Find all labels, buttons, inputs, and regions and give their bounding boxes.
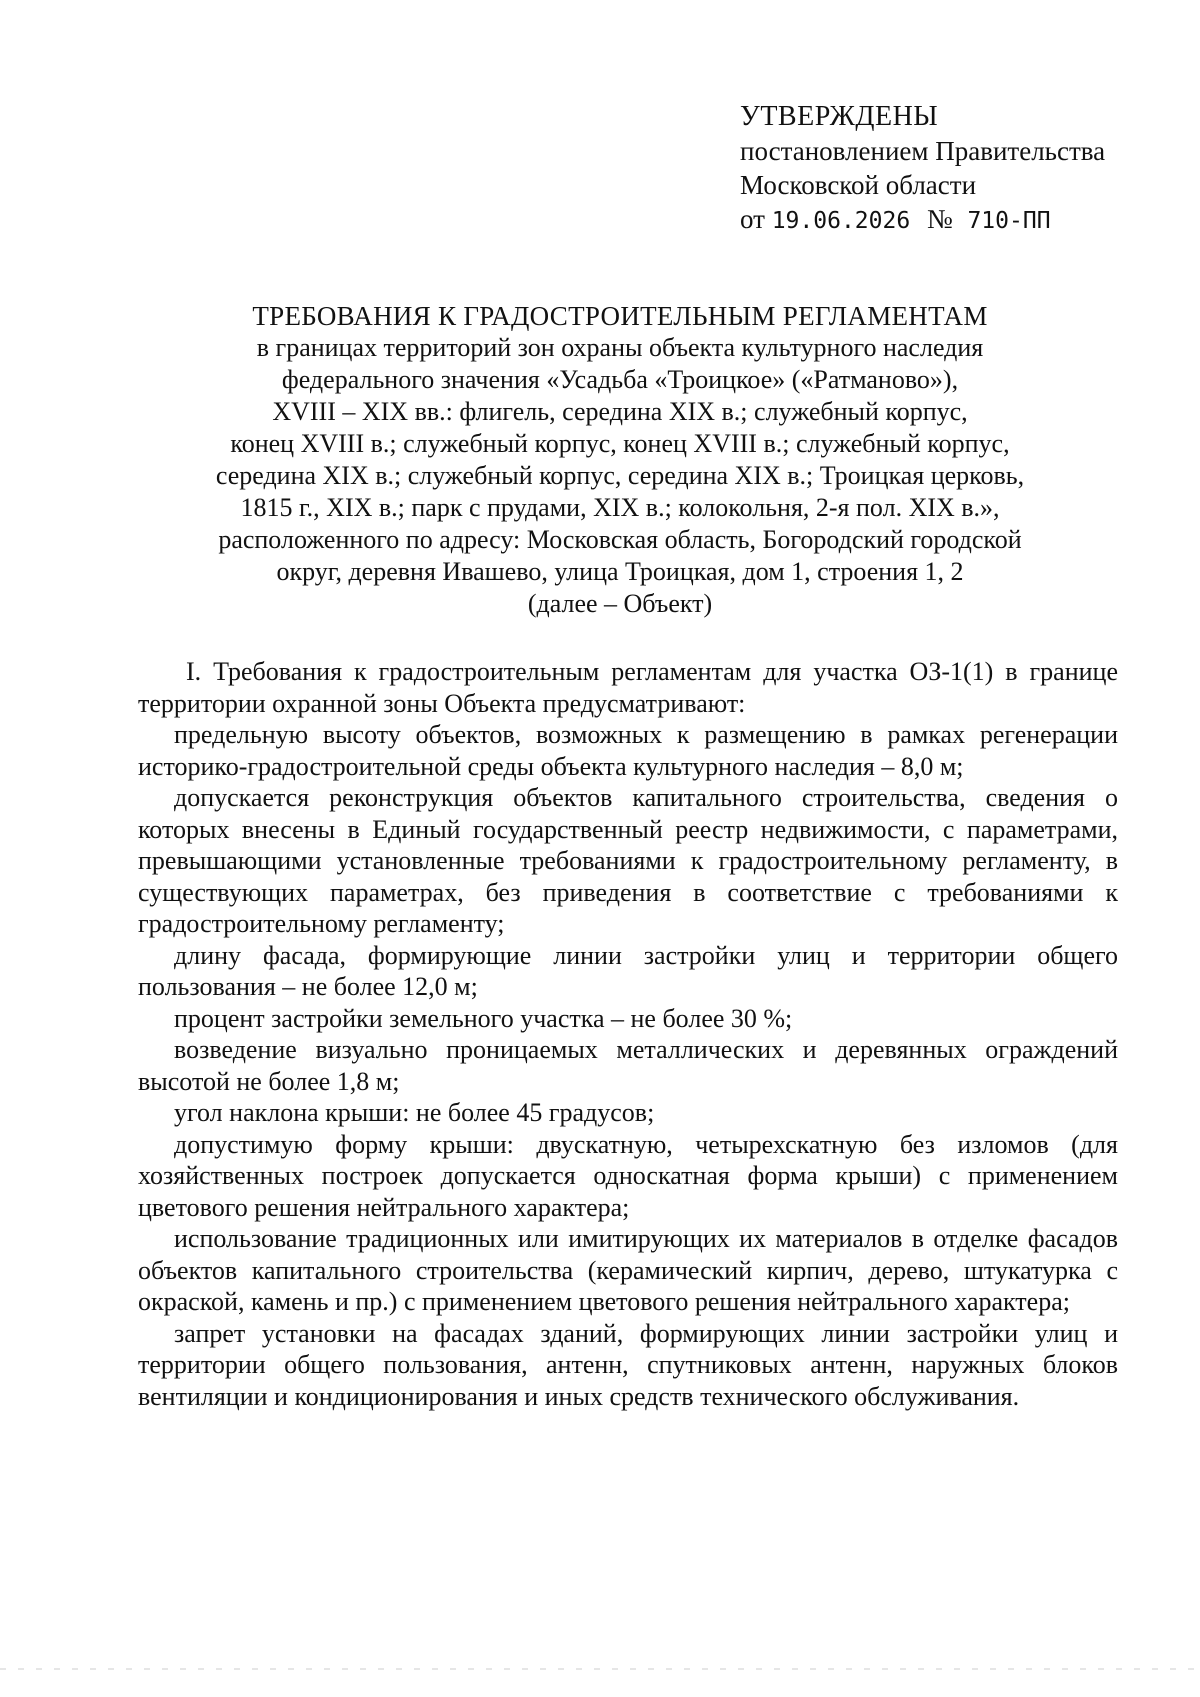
document-title bbox=[150, 300, 1090, 620]
document-body bbox=[138, 656, 1118, 1412]
title-line: расположенного по адресу: Московская область, Богородский городской bbox=[218, 525, 1022, 554]
requirement-item: допускается реконструкция объектов капитального строительства, сведения о которых внесены в Единый государственный реестр недвижимости, с параметрами, превышающими установленные требованиями к градостроительному регламенту, в существующих параметрах, без приведения в соответствие с требованиями к градостроительному регламенту; bbox=[138, 783, 1118, 938]
title-line: федерального значения «Усадьба «Троицкое» («Ратманово»), bbox=[281, 365, 959, 394]
title-line: округ, деревня Ивашево, улица Троицкая, дом 1, строения 1, 2 bbox=[276, 557, 964, 586]
title-line: в границах территорий зон охраны объекта культурного наследия bbox=[256, 333, 984, 362]
requirement-item: запрет установки на фасадах зданий, формирующих линии застройки улиц и территории общего пользования, антенн, спутниковых антенн, наружных блоков вентиляции и кондиционирования и иных средств технического обслуживания. bbox=[138, 1318, 1118, 1411]
section-intro: I. Требования к градостроительным регламентам для участка ОЗ-1(1) в границе территории охранной зоны Объекта предусматривают: bbox=[138, 657, 1118, 718]
date-prefix: от bbox=[740, 204, 765, 234]
title-line: (далее – Объект) bbox=[527, 589, 713, 618]
requirement-item: предельную высоту объектов, возможных к размещению в рамках регенерации историко-градостроительной среды объекта культурного наследия – 8,0 м; bbox=[138, 720, 1118, 781]
requirement-item: допустимую форму крыши: двускатную, четырехскатную без изломов (для хозяйственных построек допускается односкатная форма крыши) с применением цветового решения нейтрального характера; bbox=[138, 1129, 1118, 1222]
title-line: конец XVIII в.; служебный корпус, конец XVIII в.; служебный корпус, bbox=[230, 429, 1010, 458]
requirement-item: угол наклона крыши: не более 45 градусов; bbox=[174, 1098, 655, 1127]
requirement-item: возведение визуально проницаемых металлических и деревянных ограждений высотой не более 1,8 м; bbox=[138, 1035, 1118, 1096]
scan-artifact-line bbox=[0, 1668, 1200, 1670]
title-line: 1815 г., XIX в.; парк с прудами, XIX в.; колокольня, 2-я пол. XIX в.», bbox=[240, 493, 1000, 522]
title-line: XVIII – XIX вв.: флигель, середина XIX в.; служебный корпус, bbox=[272, 397, 968, 426]
requirement-item: процент застройки земельного участка – не более 30 %; bbox=[174, 1003, 793, 1033]
approval-stamp: УТВЕРЖДЕНЫ bbox=[740, 101, 939, 132]
title-line: середина XIX в.; служебный корпус, середина XIX в.; Троицкая церковь, bbox=[215, 461, 1025, 490]
requirement-item: длину фасада, формирующие линии застройки улиц и территории общего пользования – не более 12,0 м; bbox=[138, 940, 1118, 1001]
approval-number: 710-ПП bbox=[967, 208, 1051, 234]
title-heading: ТРЕБОВАНИЯ К ГРАДОСТРОИТЕЛЬНЫМ РЕГЛАМЕНТАМ bbox=[252, 301, 988, 331]
number-sign: № bbox=[926, 204, 953, 234]
approval-block bbox=[740, 100, 1160, 238]
approval-date-line bbox=[740, 202, 1160, 238]
approval-line-2: Московской области bbox=[740, 170, 977, 200]
approval-date: 19.06.2026 bbox=[771, 208, 911, 234]
requirement-item: использование традиционных или имитирующих их материалов в отделке фасадов объектов капитального строительства (керамический кирпич, дерево, штукатурка с окраской, камень и пр.) с применением цветового решения нейтрального характера; bbox=[138, 1224, 1118, 1316]
approval-line-1: постановлением Правительства bbox=[740, 136, 1106, 166]
